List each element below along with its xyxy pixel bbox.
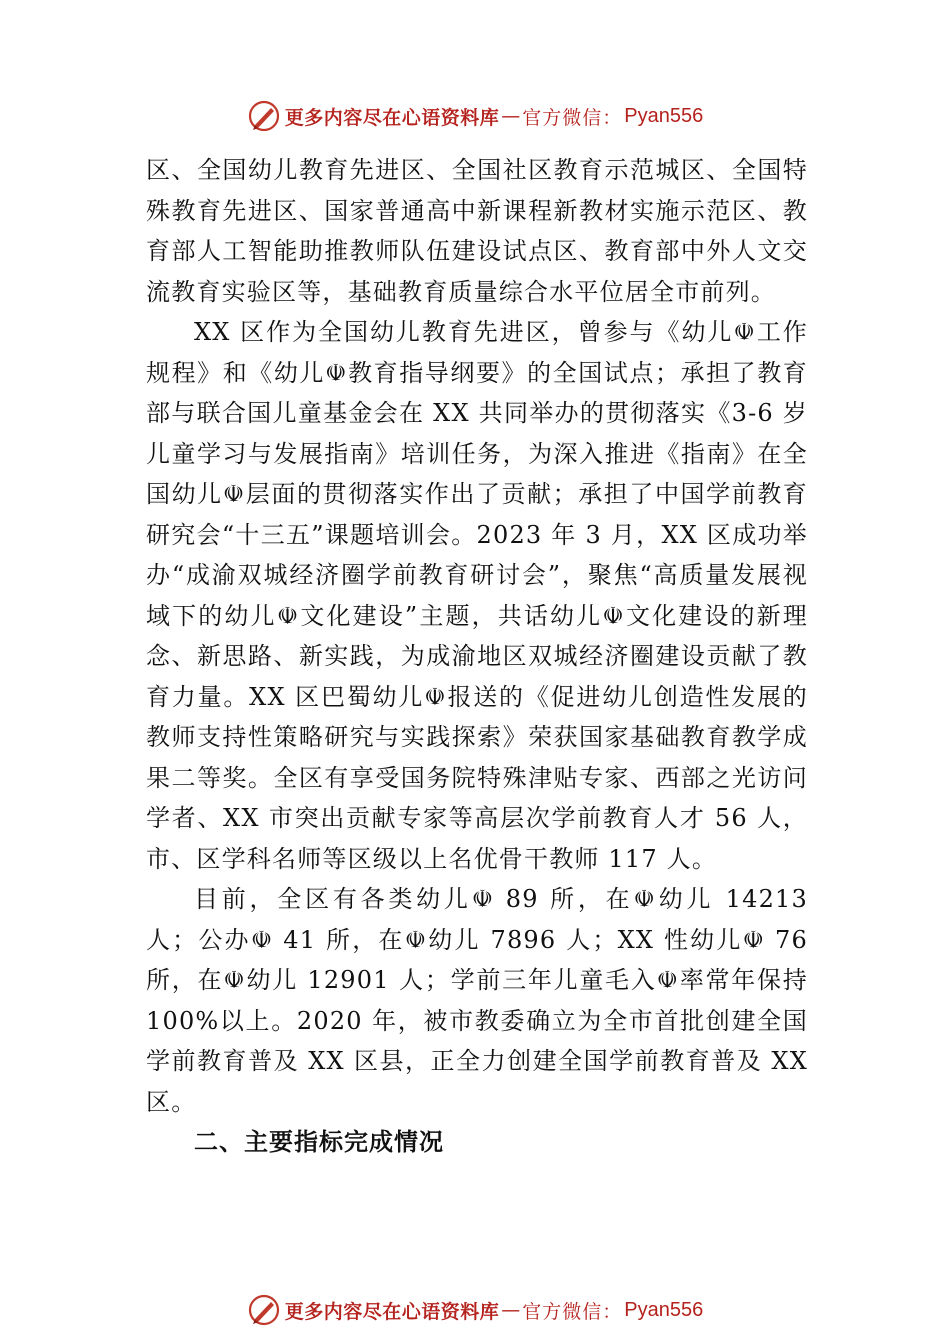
banner-wechat-label: 官方微信： xyxy=(522,106,623,129)
footer-wechat-id: Pyan556 xyxy=(624,1298,704,1321)
banner-brand-text: 更多内容尽在心语资料库 xyxy=(284,106,500,129)
pen-logo-icon xyxy=(247,1293,281,1327)
header-banner xyxy=(0,96,950,136)
paragraph-2: XX 区作为全国幼儿教育先进区，曾参与《幼儿☫工作规程》和《幼儿☫教育指导纲要》的全国试点；承担了教育部与联合国儿童基金会在 XX 共同举办的贯彻落实《3-6 岁儿童学习与发展指南》培训任务，为深入推进《指南》在全国幼儿☫层面的贯彻落实作出了贡献；承担了中国学前教育研究会“十三五”课题培训会。2023 年 3 月，XX 区成功举办“成渝双城经济圈学前教育研讨会”，聚焦“高质量发展视域下的幼儿☫文化建设”主题，共话幼儿☫文化建设的新理念、新思路、新实践，为成渝地区双城经济圈建设贡献了教育力量。XX 区巴蜀幼儿☫报送的《促进幼儿创造性发展的教师支持性策略研究与实践探索》荣获国家基础教育教学成果二等奖。全区有享受国务院特殊津贴专家、西部之光访问学者、XX 市突出贡献专家等高层次学前教育人才 56 人，市、区学科名师等区级以上名优骨干教师 117 人。 xyxy=(146,318,808,873)
paragraph-1: 区、全国幼儿教育先进区、全国社区教育示范城区、全国特殊教育先进区、国家普通高中新课程新教材实施示范区、教育部人工智能助推教师队伍建设试点区、教育部中外人文交流教育实验区等，基础教育质量综合水平位居全市前列。 xyxy=(146,156,808,306)
pen-logo-icon xyxy=(247,99,281,133)
footer-brand-text: 更多内容尽在心语资料库 xyxy=(284,1300,500,1323)
footer-banner xyxy=(0,1290,950,1330)
banner-separator: — xyxy=(501,105,521,127)
footer-wechat-label: 官方微信： xyxy=(522,1300,623,1323)
banner-wechat-id: Pyan556 xyxy=(624,104,704,127)
footer-separator: — xyxy=(501,1299,521,1321)
paragraph-3: 目前，全区有各类幼儿☫ 89 所，在☫幼儿 14213 人；公办☫ 41 所，在☫幼儿 7896 人；XX 性幼儿☫ 76 所，在☫幼儿 12901 人；学前三年儿童毛入☫率常年保持 100%以上。2020 年，被市教委确立为全市首批创建全国学前教育普及 XX 区县，正全力创建全国学前教育普及 XX 区。 xyxy=(146,885,808,1116)
document-body xyxy=(146,150,808,1163)
section-heading-2: 二、主要指标完成情况 xyxy=(194,1128,444,1156)
